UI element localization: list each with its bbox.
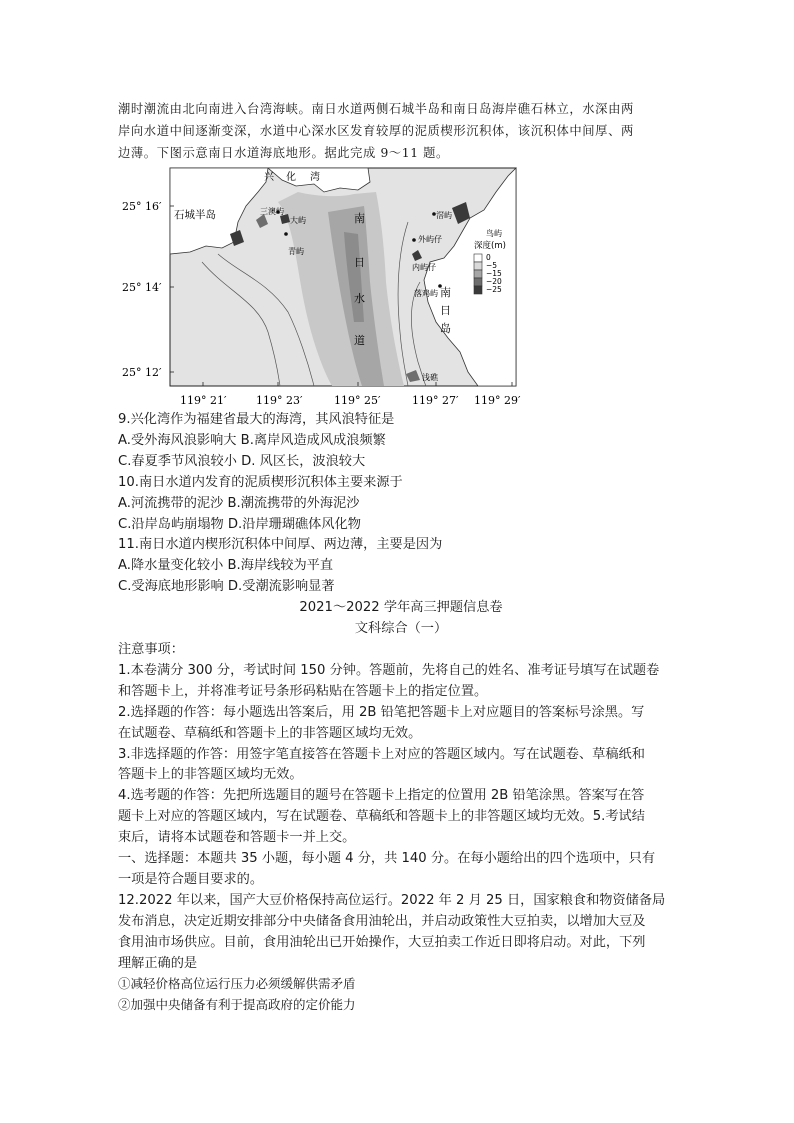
label-sanjiaoyu: 三澳屿: [260, 207, 284, 216]
label-xinghua-3: 湾: [310, 172, 320, 183]
lon-label: 119° 21′: [180, 394, 227, 407]
question-11-stem: 11.南日水道内楔形沉积体中间厚、两边薄，主要是因为: [118, 537, 443, 553]
label-nanri-2: 日: [440, 304, 451, 317]
question-9-stem: 9.兴化湾作为福建省最大的海湾，其风浪特征是: [118, 412, 395, 427]
lat-label: 25° 14′: [122, 281, 162, 294]
legend-title: 深度(m): [474, 241, 506, 251]
question-12-line: 理解正确的是: [118, 955, 198, 971]
lon-label: 119° 27′: [412, 394, 459, 407]
label-jiantan: 浅礁: [422, 373, 438, 382]
notice-line: 题卡上对应的答题区域内，写在试题卷、草稿纸和答题卡上的非答题区域均无效。5.考试结: [118, 809, 645, 825]
label-channel-1: 南: [354, 212, 365, 225]
legend-level: 0: [486, 253, 491, 262]
question-10-options-ab: A.河流携带的泥沙 B.潮流携带的外海泥沙: [118, 495, 360, 511]
question-11-options-cd: C.受海底地形影响 D.受潮流影响显著: [118, 579, 335, 595]
seabed-map-svg: [118, 162, 528, 410]
exam-title: 2021～2022 学年高三押题信息卷: [299, 600, 503, 616]
notice-line: 在试题卷、草稿纸和答题卡上的非答题区域均无效。: [118, 725, 422, 741]
legend-swatch-25: [474, 286, 482, 294]
question-12-line: 发布消息，决定近期安排部分中央储备食用油轮出，并启动政策性大豆拍卖，以增加大豆及: [118, 913, 646, 929]
question-12-line: 12.2022 年以来，国产大豆价格保持高位运行。2022 年 2 月 25 日，国家粮食和物资储备局: [118, 892, 666, 908]
exam-body: [118, 410, 684, 1016]
notice-line: 束后，请将本试题卷和答题卡一并上交。: [118, 830, 356, 846]
notice-heading: 注意事项：: [118, 641, 184, 657]
label-neiyuzai: 内屿仔: [412, 263, 436, 272]
intro-line: 边薄。下图示意南日水道海底地形。据此完成 9～11 题。: [118, 146, 449, 160]
lon-label: 119° 25′: [334, 394, 381, 407]
label-waiyuzai: 外屿仔: [418, 235, 442, 244]
label-qingyu: 青屿: [288, 247, 304, 256]
label-xinghua-1: 兴: [264, 172, 274, 183]
notice-line: 3.非选择题的作答：用签字笔直接答在答题卡上对应的答题区域内。写在试题卷、草稿纸和: [118, 746, 645, 762]
section-heading: 一、选择题：本题共 35 小题，每小题 4 分，共 140 分。在每小题给出的四个选项中，只有: [118, 851, 656, 867]
question-11-options-ab: A.降水量变化较小 B.海岸线较为平直: [118, 558, 334, 574]
seabed-map: [118, 162, 528, 410]
legend-level: −25: [486, 285, 502, 294]
legend-swatch-5: [474, 262, 482, 270]
question-9-options-cd: C.春夏季节风浪较小 D. 风区长，波浪较大: [118, 453, 366, 469]
label-niaoyu: 鸟屿: [486, 229, 502, 238]
label-channel-4: 道: [354, 334, 365, 347]
legend-level: −5: [486, 261, 498, 270]
exam-subtitle: 文科综合（一）: [354, 621, 448, 637]
label-shicheng: 石城半岛: [174, 209, 216, 221]
label-xinghua-2: 化: [286, 172, 296, 183]
label-nanri-3: 岛: [440, 322, 451, 335]
notice-line: 2.选择题的作答：每小题选出答案后，用 2B 铅笔把答题卡上对应题目的答案标号涂黑。写: [118, 704, 645, 720]
label-dayu: 大屿: [290, 216, 306, 225]
question-9-options-ab: A.受外海风浪影响大 B.离岸风造成风成浪频繁: [118, 432, 386, 448]
notice-line: 和答题卡上，并将准考证号条形码粘贴在答题卡上的指定位置。: [118, 683, 488, 699]
notice-line: 答题卡上的非答题区域均无效。: [118, 767, 303, 783]
legend-swatch-20: [474, 278, 482, 286]
notice-line: 4.选考题的作答：先把所选题目的题号在答题卡上指定的位置用 2B 铅笔涂黑。答案写在答: [118, 788, 645, 804]
label-channel-2: 日: [354, 256, 365, 269]
legend-level: −15: [486, 269, 502, 278]
lat-label: 25° 12′: [122, 366, 162, 379]
question-12-line: 食用油市场供应。目前，食用油轮出已开始操作，大豆拍卖工作近日即将启动。对此，下列: [118, 934, 646, 950]
intro-line: 潮时潮流由北向南进入台湾海峡。南日水道两侧石城半岛和南日岛海岸礁石林立，水深由两: [118, 102, 634, 116]
question-12-item: ②加强中央储备有利于提高政府的定价能力: [118, 997, 356, 1013]
lat-label: 25° 16′: [122, 200, 162, 213]
legend-level: −20: [486, 277, 502, 286]
label-zuoyu: 滘屿: [436, 211, 452, 220]
question-12-item: ①减轻价格高位运行压力必须缓解供需矛盾: [118, 976, 356, 992]
label-nanri-1: 南: [440, 286, 451, 299]
label-channel-3: 水: [354, 292, 365, 305]
section-heading: 一项是符合题目要求的。: [118, 871, 264, 887]
label-luojiyu: 落鸡屿: [414, 289, 438, 298]
intro-paragraph: [118, 98, 678, 164]
lon-label: 119° 23′: [256, 394, 303, 407]
legend-swatch-0: [474, 254, 482, 262]
legend-swatch-15: [474, 270, 482, 278]
lon-label: 119° 29′: [474, 394, 521, 407]
question-10-options-cd: C.沿岸岛屿崩塌物 D.沿岸珊瑚礁体风化物: [118, 516, 361, 532]
intro-line: 岸向水道中间逐渐变深，水道中心深水区发育较厚的泥质楔形沉积体，该沉积体中间厚、两: [118, 124, 634, 138]
qingyu-dot: [284, 232, 288, 236]
waiyuzai-dot: [412, 238, 416, 242]
question-10-stem: 10.南日水道内发育的泥质楔形沉积体主要来源于: [118, 474, 403, 490]
notice-line: 1.本卷满分 300 分，考试时间 150 分钟。答题前，先将自己的姓名、准考证号填写在试题卷: [118, 662, 660, 678]
